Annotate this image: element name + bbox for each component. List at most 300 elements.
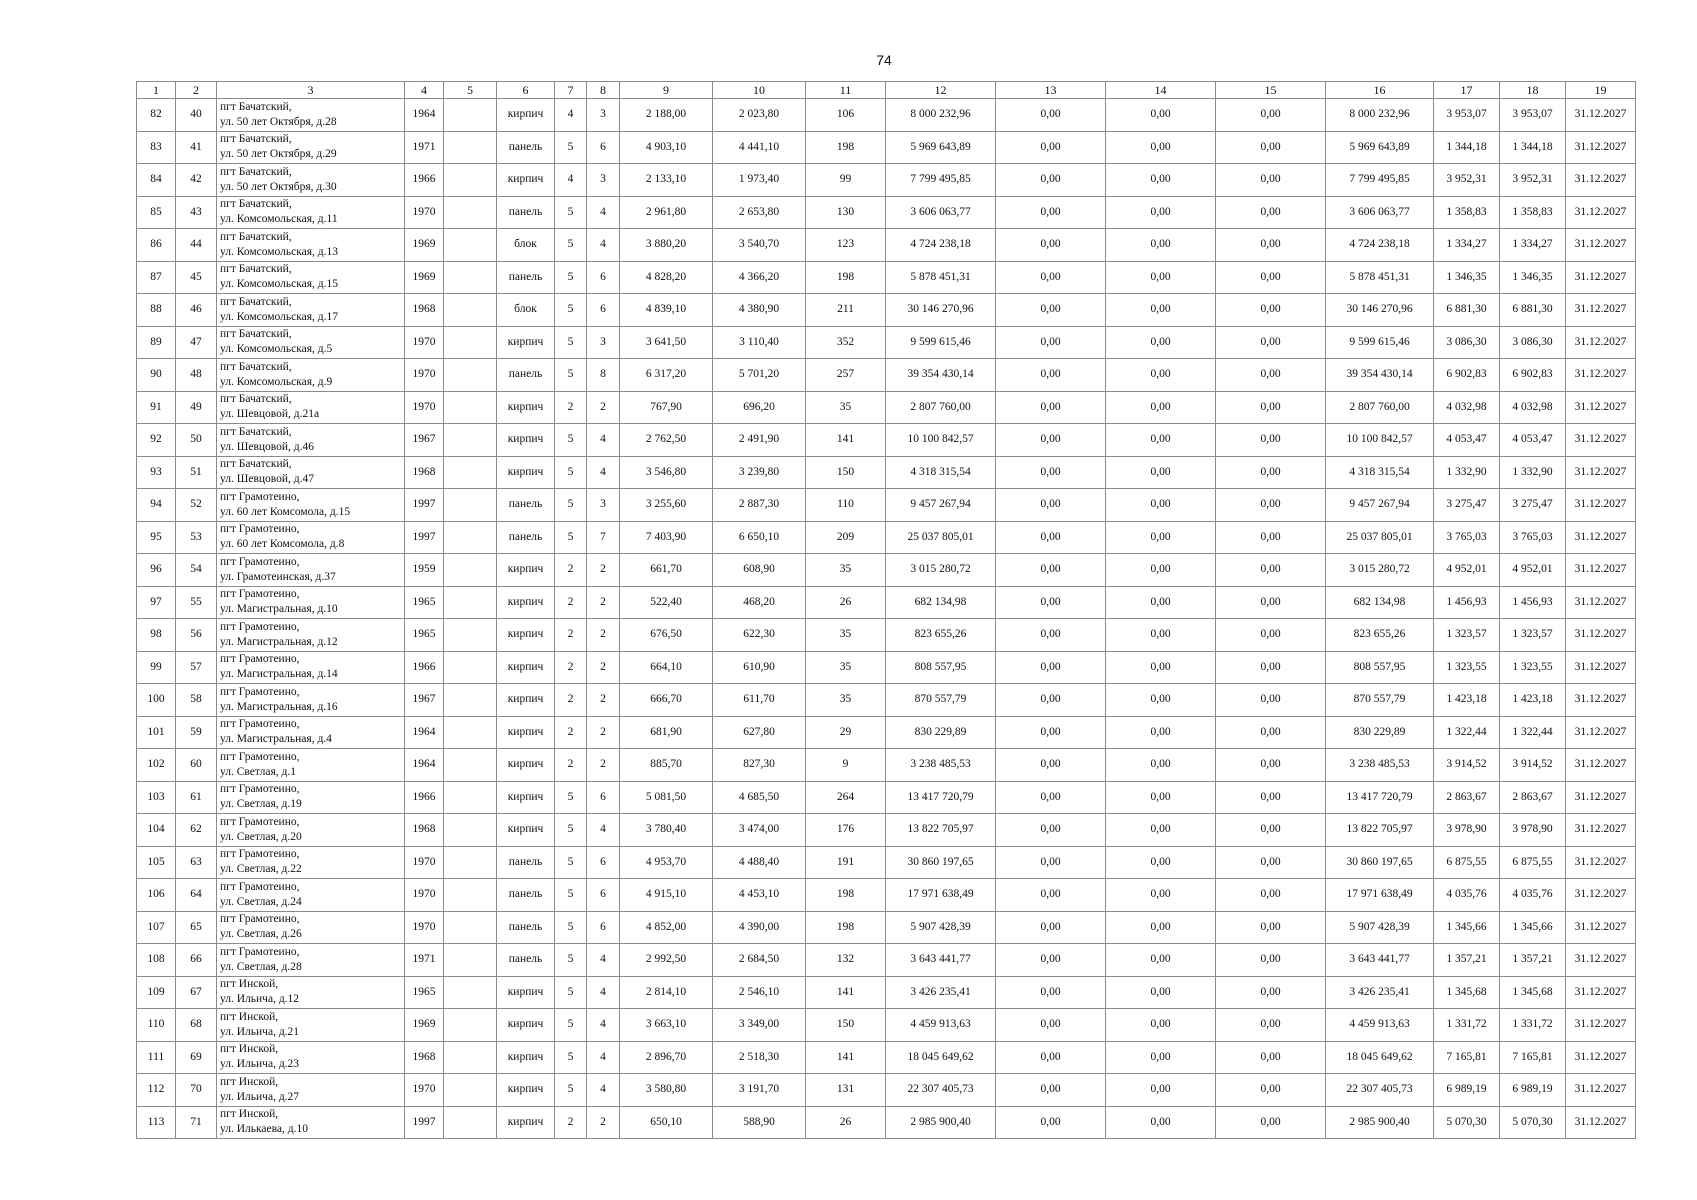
cell-total-area: 3 255,60	[620, 489, 713, 522]
cell-living-area: 4 441,10	[713, 131, 806, 164]
cell-total-cost: 3 426 235,41	[1326, 976, 1434, 1009]
cell-cost-per-sqm: 3 914,52	[1434, 749, 1500, 782]
address-settlement: пгт Бачатский,	[220, 393, 292, 406]
cell-residents: 132	[806, 944, 886, 977]
cell-row-number: 90	[137, 359, 176, 392]
cell-limit-per-sqm: 1 357,21	[1500, 944, 1566, 977]
address-settlement: пгт Бачатский,	[220, 263, 292, 276]
cell-repair-cost: 3 606 063,77	[886, 196, 996, 229]
cell-cost-per-sqm: 1 344,18	[1434, 131, 1500, 164]
cell-deadline: 31.12.2027	[1566, 196, 1636, 229]
address-settlement: пгт Грамотеино,	[220, 555, 300, 568]
cell-column-15: 0,00	[1216, 229, 1326, 262]
cell-repair-cost: 10 100 842,57	[886, 424, 996, 457]
column-number-11: 11	[806, 82, 886, 99]
cell-wall-material: блок	[497, 229, 555, 262]
cell-cost-per-sqm: 3 978,90	[1434, 814, 1500, 847]
cell-column-13: 0,00	[996, 944, 1106, 977]
cell-deadline: 31.12.2027	[1566, 521, 1636, 554]
table-row	[137, 1106, 1636, 1139]
cell-wall-material: панель	[497, 131, 555, 164]
cell-repair-cost: 823 655,26	[886, 619, 996, 652]
cell-floors: 5	[555, 1041, 587, 1074]
cell-cost-per-sqm: 6 881,30	[1434, 294, 1500, 327]
cell-column-13: 0,00	[996, 359, 1106, 392]
cell-column-13: 0,00	[996, 976, 1106, 1009]
cell-total-area: 661,70	[620, 554, 713, 587]
cell-entrances: 2	[587, 586, 620, 619]
cell-residents: 198	[806, 131, 886, 164]
cell-deadline: 31.12.2027	[1566, 846, 1636, 879]
cell-row-number: 112	[137, 1074, 176, 1107]
cell-residents: 99	[806, 164, 886, 197]
cell-column-14: 0,00	[1106, 554, 1216, 587]
cell-sub-number: 42	[176, 164, 217, 197]
cell-cost-per-sqm: 1 358,83	[1434, 196, 1500, 229]
cell-total-cost: 8 000 232,96	[1326, 99, 1434, 132]
cell-limit-per-sqm: 3 765,03	[1500, 521, 1566, 554]
cell-sub-number: 64	[176, 879, 217, 912]
address-settlement: пгт Инской,	[220, 1010, 279, 1023]
cell-cost-per-sqm: 1 346,35	[1434, 261, 1500, 294]
cell-column-5	[444, 131, 497, 164]
cell-column-5	[444, 489, 497, 522]
cell-column-15: 0,00	[1216, 749, 1326, 782]
cell-row-number: 94	[137, 489, 176, 522]
cell-cost-per-sqm: 3 765,03	[1434, 521, 1500, 554]
cell-total-area: 2 896,70	[620, 1041, 713, 1074]
cell-limit-per-sqm: 6 989,19	[1500, 1074, 1566, 1107]
cell-residents: 198	[806, 261, 886, 294]
column-number-7: 7	[555, 82, 587, 99]
cell-floors: 2	[555, 684, 587, 717]
cell-address	[217, 131, 405, 164]
cell-living-area: 3 110,40	[713, 326, 806, 359]
cell-repair-cost: 5 878 451,31	[886, 261, 996, 294]
cell-column-13: 0,00	[996, 1041, 1106, 1074]
cell-total-cost: 5 878 451,31	[1326, 261, 1434, 294]
cell-residents: 110	[806, 489, 886, 522]
cell-deadline: 31.12.2027	[1566, 326, 1636, 359]
cell-column-13: 0,00	[996, 424, 1106, 457]
cell-repair-cost: 13 822 705,97	[886, 814, 996, 847]
cell-cost-per-sqm: 4 035,76	[1434, 879, 1500, 912]
cell-total-area: 681,90	[620, 716, 713, 749]
cell-floors: 5	[555, 1074, 587, 1107]
table-row	[137, 911, 1636, 944]
cell-cost-per-sqm: 5 070,30	[1434, 1106, 1500, 1139]
cell-column-13: 0,00	[996, 229, 1106, 262]
cell-column-14: 0,00	[1106, 196, 1216, 229]
cell-entrances: 6	[587, 294, 620, 327]
cell-total-area: 4 903,10	[620, 131, 713, 164]
cell-floors: 2	[555, 619, 587, 652]
cell-living-area: 2 887,30	[713, 489, 806, 522]
cell-column-5	[444, 1041, 497, 1074]
table-row	[137, 456, 1636, 489]
cell-entrances: 6	[587, 911, 620, 944]
cell-address	[217, 294, 405, 327]
cell-cost-per-sqm: 3 952,31	[1434, 164, 1500, 197]
cell-sub-number: 66	[176, 944, 217, 977]
cell-residents: 198	[806, 879, 886, 912]
table-row	[137, 814, 1636, 847]
cell-sub-number: 67	[176, 976, 217, 1009]
cell-total-cost: 3 015 280,72	[1326, 554, 1434, 587]
address-settlement: пгт Грамотеино,	[220, 523, 300, 536]
cell-column-13: 0,00	[996, 99, 1106, 132]
cell-total-cost: 30 860 197,65	[1326, 846, 1434, 879]
cell-residents: 150	[806, 456, 886, 489]
cell-repair-cost: 8 000 232,96	[886, 99, 996, 132]
cell-wall-material: панель	[497, 846, 555, 879]
table-row	[137, 651, 1636, 684]
cell-wall-material: кирпич	[497, 99, 555, 132]
cell-floors: 5	[555, 261, 587, 294]
cell-wall-material: панель	[497, 489, 555, 522]
cell-column-5	[444, 359, 497, 392]
cell-deadline: 31.12.2027	[1566, 976, 1636, 1009]
cell-floors: 5	[555, 944, 587, 977]
cell-sub-number: 62	[176, 814, 217, 847]
cell-column-5	[444, 164, 497, 197]
table-row	[137, 99, 1636, 132]
address-settlement: пгт Грамотеино,	[220, 913, 300, 926]
cell-wall-material: кирпич	[497, 651, 555, 684]
cell-total-cost: 18 045 649,62	[1326, 1041, 1434, 1074]
cell-residents: 141	[806, 1041, 886, 1074]
cell-living-area: 588,90	[713, 1106, 806, 1139]
cell-address	[217, 846, 405, 879]
cell-row-number: 83	[137, 131, 176, 164]
cell-column-14: 0,00	[1106, 586, 1216, 619]
cell-row-number: 101	[137, 716, 176, 749]
cell-column-5	[444, 99, 497, 132]
cell-living-area: 696,20	[713, 391, 806, 424]
cell-year-built: 1969	[405, 229, 444, 262]
cell-address	[217, 196, 405, 229]
cell-column-14: 0,00	[1106, 1074, 1216, 1107]
cell-residents: 211	[806, 294, 886, 327]
cell-column-15: 0,00	[1216, 586, 1326, 619]
cell-limit-per-sqm: 3 952,31	[1500, 164, 1566, 197]
cell-address	[217, 1074, 405, 1107]
cell-repair-cost: 5 907 428,39	[886, 911, 996, 944]
cell-total-area: 885,70	[620, 749, 713, 782]
cell-total-cost: 3 606 063,77	[1326, 196, 1434, 229]
cell-wall-material: панель	[497, 911, 555, 944]
address-settlement: пгт Бачатский,	[220, 230, 292, 243]
cell-sub-number: 43	[176, 196, 217, 229]
cell-cost-per-sqm: 3 953,07	[1434, 99, 1500, 132]
cell-column-14: 0,00	[1106, 651, 1216, 684]
cell-total-cost: 30 146 270,96	[1326, 294, 1434, 327]
address-settlement: пгт Грамотеино,	[220, 848, 300, 861]
cell-column-14: 0,00	[1106, 976, 1216, 1009]
cell-sub-number: 60	[176, 749, 217, 782]
address-street: ул. Илькаева, д.10	[220, 1123, 309, 1136]
table-row	[137, 229, 1636, 262]
cell-cost-per-sqm: 1 423,18	[1434, 684, 1500, 717]
address-street: ул. Светлая, д.1	[220, 765, 296, 778]
cell-limit-per-sqm: 3 275,47	[1500, 489, 1566, 522]
cell-total-area: 676,50	[620, 619, 713, 652]
address-street: ул. Магистральная, д.10	[220, 603, 338, 616]
cell-address	[217, 554, 405, 587]
cell-living-area: 610,90	[713, 651, 806, 684]
cell-wall-material: кирпич	[497, 326, 555, 359]
cell-address	[217, 651, 405, 684]
address-street: ул. Ильича, д.12	[220, 993, 300, 1006]
cell-limit-per-sqm: 1 456,93	[1500, 586, 1566, 619]
cell-total-cost: 823 655,26	[1326, 619, 1434, 652]
cell-address	[217, 391, 405, 424]
address-settlement: пгт Грамотеино,	[220, 653, 300, 666]
cell-living-area: 6 650,10	[713, 521, 806, 554]
table-row	[137, 716, 1636, 749]
cell-limit-per-sqm: 6 881,30	[1500, 294, 1566, 327]
cell-entrances: 6	[587, 131, 620, 164]
cell-total-cost: 10 100 842,57	[1326, 424, 1434, 457]
cell-total-area: 664,10	[620, 651, 713, 684]
cell-row-number: 111	[137, 1041, 176, 1074]
cell-cost-per-sqm: 1 331,72	[1434, 1009, 1500, 1042]
cell-column-13: 0,00	[996, 196, 1106, 229]
cell-column-5	[444, 456, 497, 489]
cell-living-area: 827,30	[713, 749, 806, 782]
cell-limit-per-sqm: 1 331,72	[1500, 1009, 1566, 1042]
address-street: ул. Комсомольская, д.13	[220, 245, 339, 258]
address-settlement: пгт Грамотеино,	[220, 490, 300, 503]
cell-year-built: 1968	[405, 814, 444, 847]
cell-deadline: 31.12.2027	[1566, 911, 1636, 944]
cell-address	[217, 229, 405, 262]
cell-row-number: 105	[137, 846, 176, 879]
cell-column-15: 0,00	[1216, 846, 1326, 879]
cell-residents: 123	[806, 229, 886, 262]
cell-floors: 2	[555, 554, 587, 587]
cell-column-5	[444, 619, 497, 652]
cell-repair-cost: 4 318 315,54	[886, 456, 996, 489]
cell-deadline: 31.12.2027	[1566, 1009, 1636, 1042]
cell-residents: 35	[806, 554, 886, 587]
cell-column-15: 0,00	[1216, 391, 1326, 424]
cell-address	[217, 976, 405, 1009]
cell-column-13: 0,00	[996, 1009, 1106, 1042]
address-street: ул. Светлая, д.22	[220, 863, 302, 876]
cell-column-5	[444, 651, 497, 684]
cell-wall-material: панель	[497, 359, 555, 392]
address-street: ул. 50 лет Октября, д.29	[220, 148, 337, 161]
address-street: ул. Шевцовой, д.21а	[220, 408, 320, 421]
cell-total-cost: 39 354 430,14	[1326, 359, 1434, 392]
cell-total-cost: 3 238 485,53	[1326, 749, 1434, 782]
cell-floors: 5	[555, 976, 587, 1009]
table-row	[137, 489, 1636, 522]
cell-column-13: 0,00	[996, 131, 1106, 164]
cell-column-14: 0,00	[1106, 911, 1216, 944]
cell-repair-cost: 3 238 485,53	[886, 749, 996, 782]
cell-wall-material: кирпич	[497, 684, 555, 717]
cell-entrances: 4	[587, 456, 620, 489]
cell-year-built: 1970	[405, 879, 444, 912]
cell-column-15: 0,00	[1216, 326, 1326, 359]
table-row	[137, 326, 1636, 359]
cell-cost-per-sqm: 1 323,57	[1434, 619, 1500, 652]
cell-year-built: 1997	[405, 489, 444, 522]
cell-total-cost: 9 457 267,94	[1326, 489, 1434, 522]
cell-column-5	[444, 554, 497, 587]
cell-address	[217, 326, 405, 359]
cell-repair-cost: 18 045 649,62	[886, 1041, 996, 1074]
address-settlement: пгт Инской,	[220, 1043, 279, 1056]
cell-column-15: 0,00	[1216, 261, 1326, 294]
cell-entrances: 4	[587, 814, 620, 847]
address-settlement: пгт Инской,	[220, 1108, 279, 1121]
address-settlement: пгт Бачатский,	[220, 425, 292, 438]
cell-column-14: 0,00	[1106, 229, 1216, 262]
cell-living-area: 2 546,10	[713, 976, 806, 1009]
cell-sub-number: 68	[176, 1009, 217, 1042]
cell-sub-number: 65	[176, 911, 217, 944]
cell-sub-number: 44	[176, 229, 217, 262]
cell-sub-number: 40	[176, 99, 217, 132]
cell-floors: 2	[555, 651, 587, 684]
cell-address	[217, 164, 405, 197]
address-street: ул. Комсомольская, д.9	[220, 375, 333, 388]
cell-deadline: 31.12.2027	[1566, 814, 1636, 847]
cell-deadline: 31.12.2027	[1566, 879, 1636, 912]
cell-limit-per-sqm: 6 875,55	[1500, 846, 1566, 879]
table-row	[137, 781, 1636, 814]
cell-total-area: 3 641,50	[620, 326, 713, 359]
cell-column-5	[444, 586, 497, 619]
cell-deadline: 31.12.2027	[1566, 261, 1636, 294]
table-row	[137, 846, 1636, 879]
address-street: ул. 60 лет Комсомола, д.8	[220, 538, 345, 551]
cell-total-area: 4 953,70	[620, 846, 713, 879]
cell-repair-cost: 30 146 270,96	[886, 294, 996, 327]
cell-column-15: 0,00	[1216, 99, 1326, 132]
cell-limit-per-sqm: 1 344,18	[1500, 131, 1566, 164]
cell-sub-number: 41	[176, 131, 217, 164]
cell-floors: 2	[555, 586, 587, 619]
cell-residents: 176	[806, 814, 886, 847]
address-settlement: пгт Бачатский,	[220, 328, 292, 341]
cell-row-number: 104	[137, 814, 176, 847]
cell-floors: 5	[555, 814, 587, 847]
cell-column-13: 0,00	[996, 586, 1106, 619]
cell-row-number: 110	[137, 1009, 176, 1042]
cell-column-15: 0,00	[1216, 554, 1326, 587]
cell-repair-cost: 4 724 238,18	[886, 229, 996, 262]
cell-limit-per-sqm: 1 345,66	[1500, 911, 1566, 944]
cell-total-cost: 808 557,95	[1326, 651, 1434, 684]
address-street: ул. Магистральная, д.14	[220, 668, 338, 681]
cell-living-area: 4 488,40	[713, 846, 806, 879]
address-street: ул. 50 лет Октября, д.30	[220, 180, 337, 193]
column-number-1: 1	[137, 82, 176, 99]
cell-floors: 5	[555, 424, 587, 457]
cell-living-area: 627,80	[713, 716, 806, 749]
cell-residents: 106	[806, 99, 886, 132]
cell-sub-number: 49	[176, 391, 217, 424]
cell-deadline: 31.12.2027	[1566, 554, 1636, 587]
table-row	[137, 521, 1636, 554]
cell-wall-material: кирпич	[497, 1041, 555, 1074]
cell-address	[217, 521, 405, 554]
cell-sub-number: 55	[176, 586, 217, 619]
cell-address	[217, 814, 405, 847]
cell-column-15: 0,00	[1216, 651, 1326, 684]
cell-floors: 5	[555, 326, 587, 359]
cell-living-area: 2 684,50	[713, 944, 806, 977]
cell-repair-cost: 39 354 430,14	[886, 359, 996, 392]
cell-column-5	[444, 326, 497, 359]
cell-column-13: 0,00	[996, 684, 1106, 717]
cell-entrances: 4	[587, 1009, 620, 1042]
cell-limit-per-sqm: 1 323,57	[1500, 619, 1566, 652]
cell-year-built: 1964	[405, 749, 444, 782]
address-street: ул. Магистральная, д.12	[220, 635, 338, 648]
cell-cost-per-sqm: 1 345,68	[1434, 976, 1500, 1009]
cell-total-area: 5 081,50	[620, 781, 713, 814]
cell-floors: 5	[555, 359, 587, 392]
cell-cost-per-sqm: 1 322,44	[1434, 716, 1500, 749]
address-settlement: пгт Грамотеино,	[220, 685, 300, 698]
column-number-16: 16	[1326, 82, 1434, 99]
cell-wall-material: панель	[497, 261, 555, 294]
page-number: 74	[876, 52, 892, 68]
cell-column-13: 0,00	[996, 1074, 1106, 1107]
cell-year-built: 1970	[405, 326, 444, 359]
cell-wall-material: кирпич	[497, 1074, 555, 1107]
cell-year-built: 1966	[405, 781, 444, 814]
cell-limit-per-sqm: 3 086,30	[1500, 326, 1566, 359]
address-settlement: пгт Инской,	[220, 1075, 279, 1088]
cell-row-number: 85	[137, 196, 176, 229]
cell-repair-cost: 30 860 197,65	[886, 846, 996, 879]
cell-column-13: 0,00	[996, 846, 1106, 879]
cell-living-area: 3 191,70	[713, 1074, 806, 1107]
cell-column-5	[444, 424, 497, 457]
cell-wall-material: кирпич	[497, 456, 555, 489]
cell-total-cost: 4 459 913,63	[1326, 1009, 1434, 1042]
cell-wall-material: кирпич	[497, 749, 555, 782]
cell-column-14: 0,00	[1106, 944, 1216, 977]
table-row	[137, 164, 1636, 197]
cell-sub-number: 54	[176, 554, 217, 587]
cell-residents: 264	[806, 781, 886, 814]
housing-registry-table	[136, 81, 1636, 1139]
cell-repair-cost: 13 417 720,79	[886, 781, 996, 814]
cell-total-area: 3 546,80	[620, 456, 713, 489]
table-row	[137, 976, 1636, 1009]
column-number-19: 19	[1566, 82, 1636, 99]
table-row	[137, 879, 1636, 912]
cell-floors: 5	[555, 489, 587, 522]
cell-residents: 141	[806, 424, 886, 457]
cell-limit-per-sqm: 1 423,18	[1500, 684, 1566, 717]
cell-living-area: 608,90	[713, 554, 806, 587]
cell-residents: 35	[806, 391, 886, 424]
cell-column-14: 0,00	[1106, 684, 1216, 717]
cell-column-14: 0,00	[1106, 456, 1216, 489]
cell-total-area: 650,10	[620, 1106, 713, 1139]
table-row	[137, 586, 1636, 619]
cell-column-5	[444, 196, 497, 229]
cell-address	[217, 1106, 405, 1139]
